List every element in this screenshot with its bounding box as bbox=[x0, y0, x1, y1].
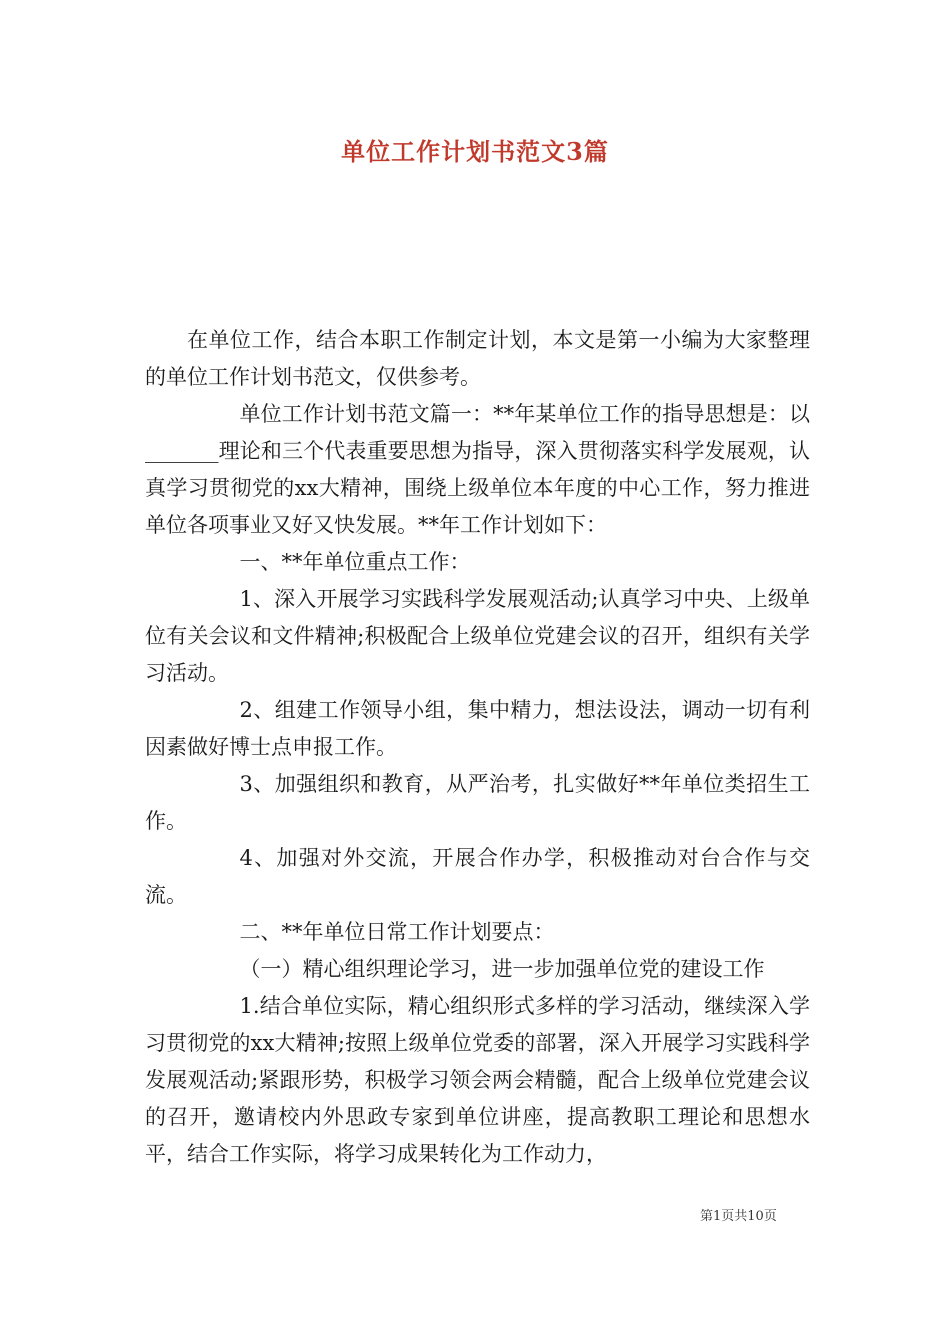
document-body bbox=[145, 322, 810, 1173]
page-number: 第1页共10页 bbox=[700, 1209, 777, 1224]
list-item-4: 4、加强对外交流，开展合作办学，积极推动对台合作与交流。 bbox=[145, 846, 810, 907]
paragraph-intro: 在单位工作，结合本职工作制定计划，本文是第一小编为大家整理的单位工作计划书范文，仅供参考。 bbox=[145, 328, 810, 389]
list-item-2: 2、组建工作领导小组，集中精力，想法设法，调动一切有利因素做好博士点申报工作。 bbox=[145, 698, 810, 759]
list-item-study-activities: 1.结合单位实际，精心组织形式多样的学习活动，继续深入学习贯彻党的xx大精神;按照上级单位党委的部署，深入开展学习实践科学发展观活动;紧跟形势，积极学习领会两会精髓，配合上级单位党建会议的召开，邀请校内外思政专家到单位讲座，提高教职工理论和思想水平，结合工作实际，将学习成果转化为工作动力， bbox=[145, 994, 810, 1166]
list-item-1: 1、深入开展学习实践科学发展观活动;认真学习中央、上级单位有关会议和文件精神;积极配合上级单位党建会议的召开，组织有关学习活动。 bbox=[145, 587, 810, 685]
section-heading-daily-work: 二、**年单位日常工作计划要点： bbox=[239, 920, 555, 944]
document-title: 单位工作计划书范文3篇 bbox=[341, 137, 609, 166]
subsection-heading-theory-study: （一）精心组织理论学习，进一步加强单位党的建设工作 bbox=[239, 957, 765, 981]
paragraph-guiding-thought: 单位工作计划书范文篇一：**年某单位工作的指导思想是：以_______理论和三个代表重要思想为指导，深入贯彻落实科学发展观，认真学习贯彻党的xx大精神，围绕上级单位本年度的中心工作，努力推进单位各项事业又好又快发展。**年工作计划如下： bbox=[145, 402, 810, 537]
section-heading-key-work: 一、**年单位重点工作： bbox=[239, 550, 471, 574]
list-item-3: 3、加强组织和教育，从严治考，扎实做好**年单位类招生工作。 bbox=[145, 772, 810, 833]
